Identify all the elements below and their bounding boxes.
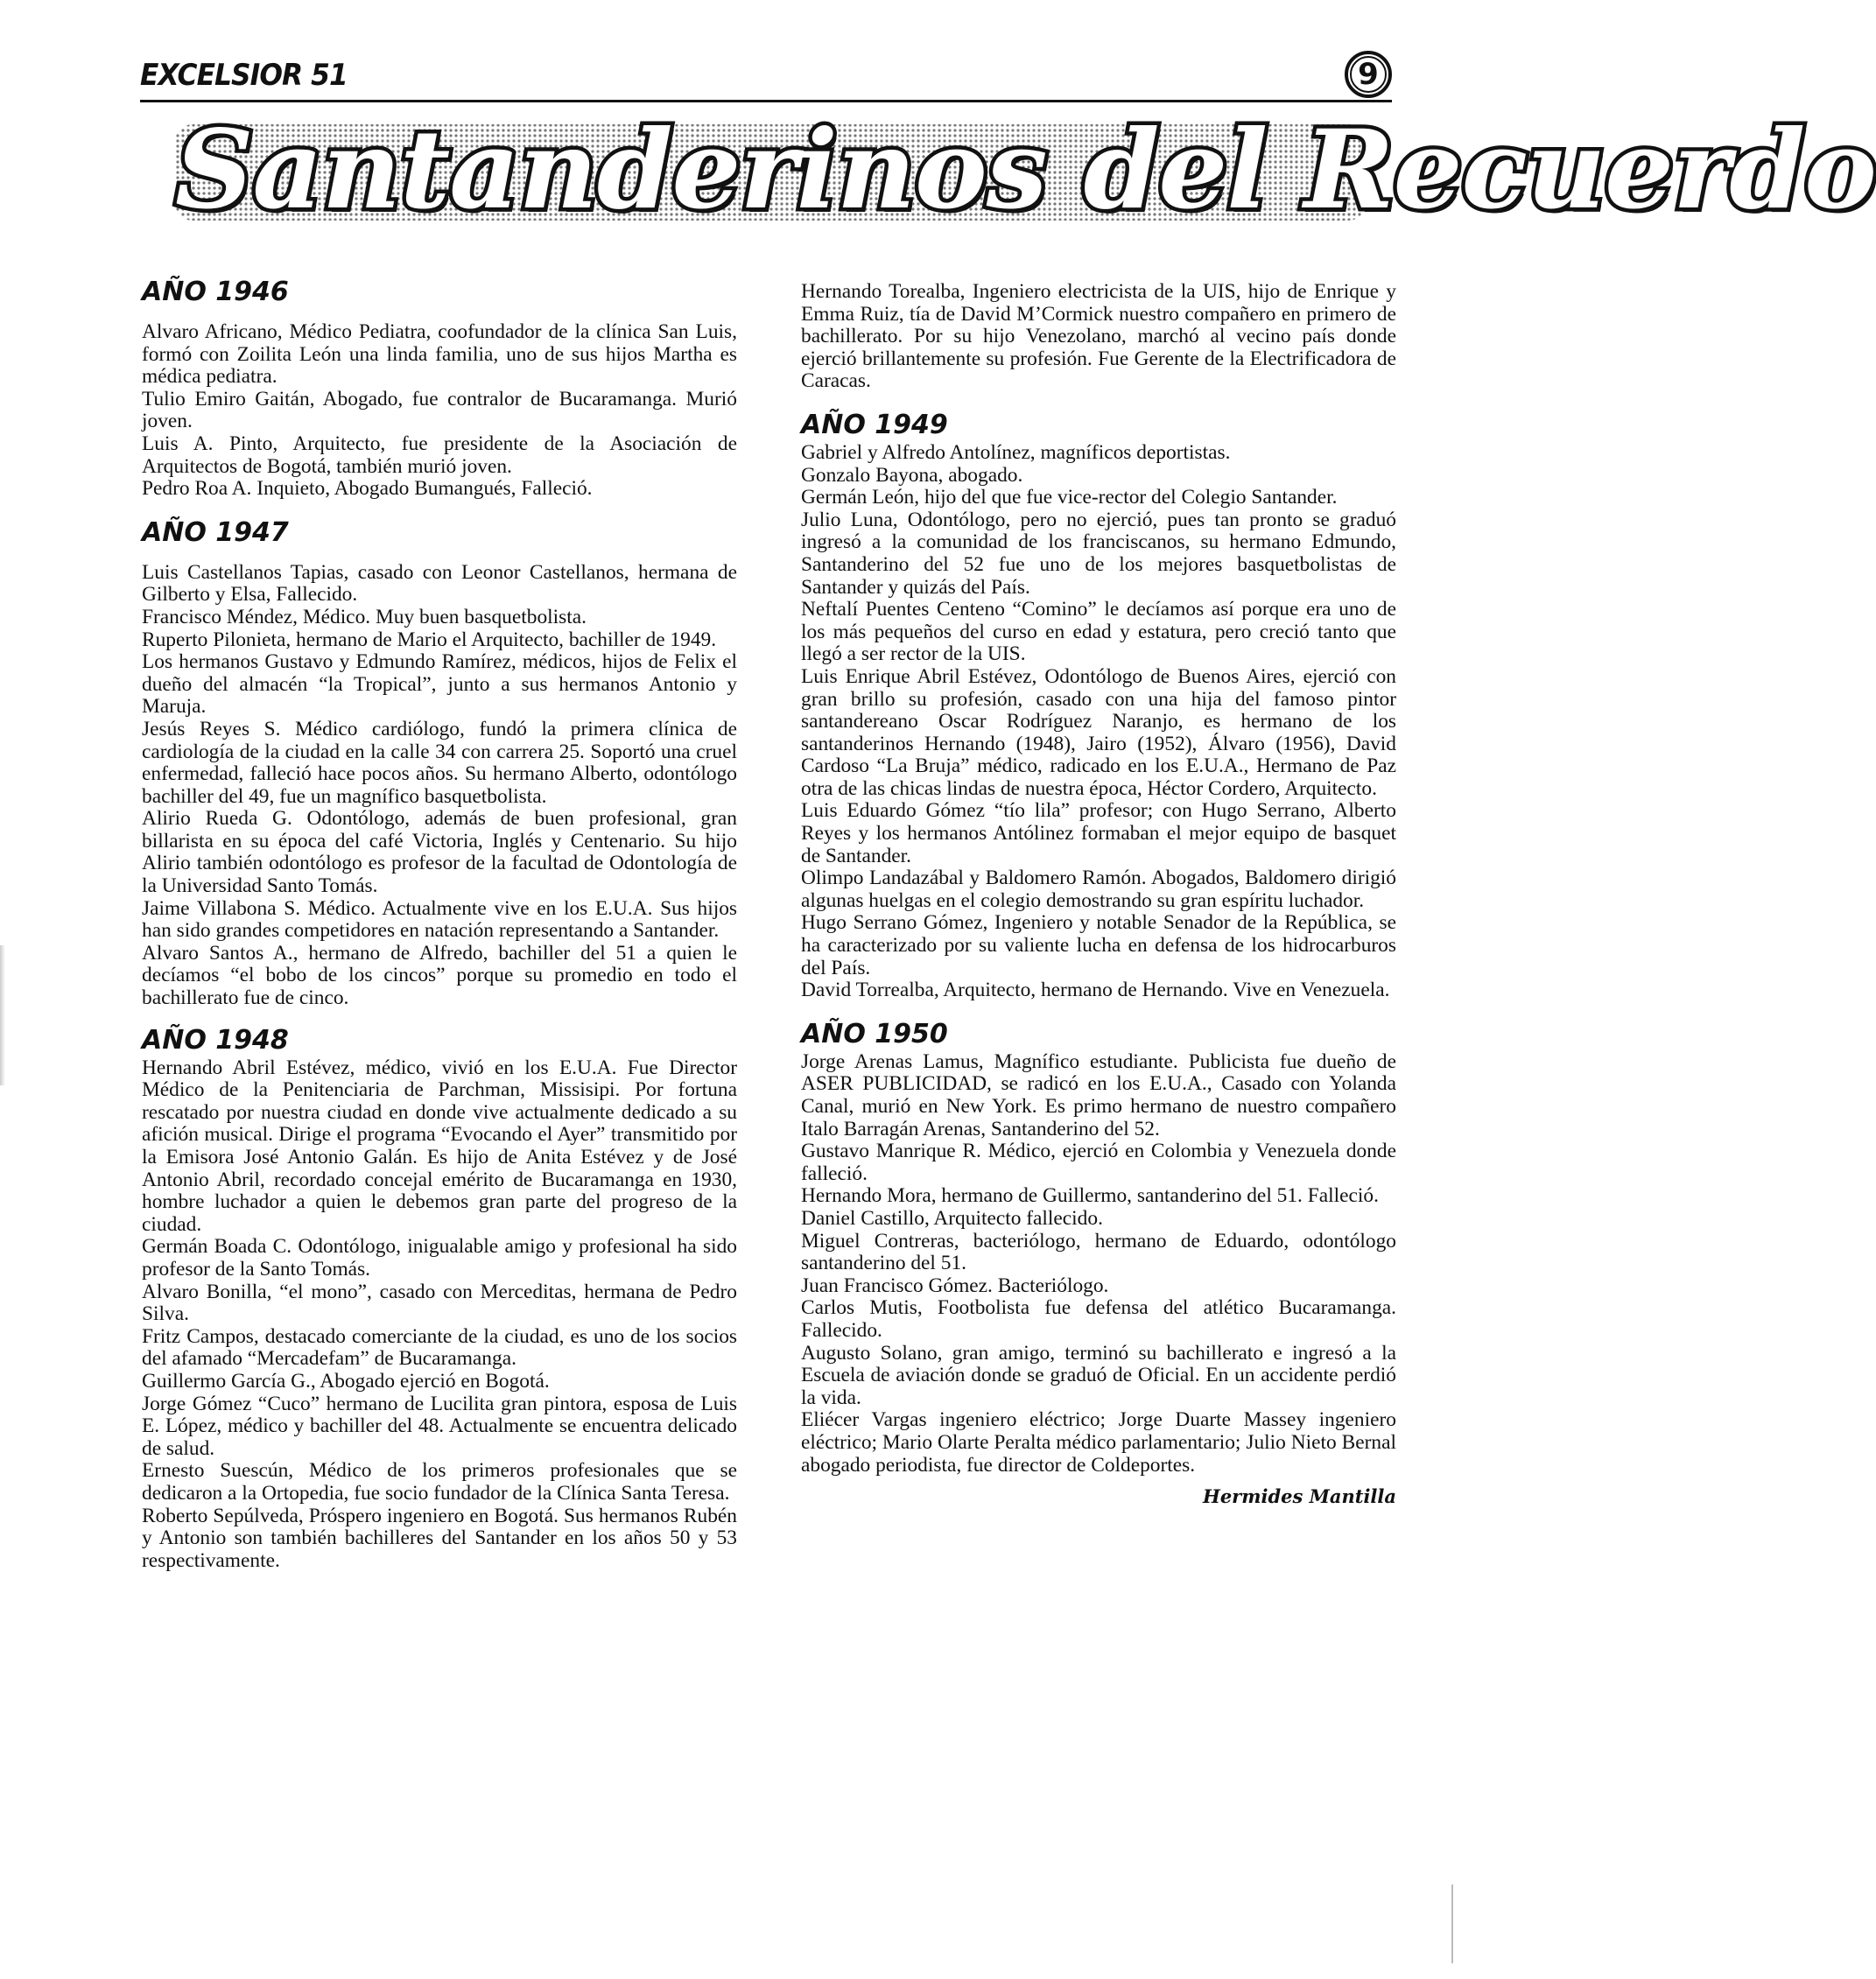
entry-paragraph: Ruperto Pilonieta, hermano de Mario el Arquitecto, bachiller de 1949. [142,628,717,651]
entry-paragraph: Olimpo Landazábal y Baldomero Ramón. Abogados, Baldomero dirigió algunas huelgas en el colegio demostrando su gran espíritu luchador. [801,867,1396,912]
entry-paragraph: Hernando Mora, hermano de Guillermo, santanderino del 51. Falleció. [801,1184,1379,1208]
section-year-heading: AÑO 1946 [142,277,289,307]
entry-paragraph: Luis Castellanos Tapias, casado con Leonor Castellanos, hermana de Gilberto y Elsa, Fallecido. [142,560,737,607]
entry-paragraph: Luis Eduardo Gómez “tío lila” profesor; con Hugo Serrano, Alberto Reyes y los hermanos Antólinez formaban el mejor equipo de basquet de Santander. [801,799,1396,867]
scan-corner-mark [1443,1884,1453,1963]
entry-paragraph: Jorge Arenas Lamus, Magnífico estudiante. Publicista fue dueño de ASER PUBLICIDAD, se radicó en los E.U.A., Casado con Yolanda Canal, murió en New York. Es primo hermano de nuestro compañero Italo Barragán Arenas, Santanderino del 52. [801,1049,1396,1140]
page-title: Santanderinos del Recuerdo [175,107,1876,234]
entry-paragraph: David Torrealba, Arquitecto, hermano de Hernando. Vive en Venezuela. [801,979,1390,1002]
entry-paragraph: Gabriel y Alfredo Antolínez, magníficos deportistas. [801,440,1231,464]
entry-paragraph: Juan Francisco Gómez. Bacteriólogo. [801,1274,1109,1297]
scan-edge-mark [0,945,5,1085]
entry-paragraph: Los hermanos Gustavo y Edmundo Ramírez, médicos, hijos de Felix el dueño del almacén “la Tropical”, junto a sus hermanos Antonio y Maruja. [142,650,737,719]
entry-paragraph: Daniel Castillo, Arquitecto fallecido. [801,1206,1103,1230]
entry-paragraph: Alvaro Africano, Médico Pediatra, coofundador de la clínica San Luis, formó con Zoilita León una linda familia, uno de sus hijos Martha es médica pediatra. [142,320,737,389]
entry-paragraph: Ernesto Suescún, Médico de los primeros profesionales que se dedicaron a la Ortopedia, fue socio fundador de la Clínica Santa Teresa. [142,1459,737,1505]
entry-paragraph: Guillermo García G., Abogado ejerció en Bogotá. [142,1369,550,1393]
entry-paragraph: Alvaro Bonilla, “el mono”, casado con Merceditas, hermana de Pedro Silva. [142,1280,737,1326]
entry-paragraph: Julio Luna, Odontólogo, pero no ejerció, pues tan pronto se graduó ingresó a la comunidad de los franciscanos, su hermano Edmundo, Santanderino del 52 fue uno de los mejores basquetbolistas de Santander y quizás del País. [801,508,1396,599]
entry-paragraph: Hernando Abril Estévez, médico, vivió en los E.U.A. Fue Director Médico de la Penitenciaria de Parchman, Missisipi. Por fortuna rescatado por nuestra ciudad en donde vive actualmente dedicado a su afición musical. Dirige el programa “Evocando el Ayer” transmitido por la Emisora José Antonio Galán. Es hijo de Anita Estévez y de José Antonio Abril, recordado concejal emérito de Bucaramanga en 1930, hombre luchador a quien le debemos gran parte del progreso de la ciudad. [142,1056,737,1236]
right-column [801,281,1396,1508]
entry-paragraph: Jesús Reyes S. Médico cardiólogo, fundó la primera clínica de cardiología de la ciudad en la calle 34 con carrera 25. Soportó una cruel enfermedad, falleció hace pocos años. Su hermano Alberto, odontólogo bachiller del 49, fue un magnífico basquetbolista. [142,717,737,808]
entry-paragraph: Carlos Mutis, Footbolista fue defensa del atlético Bucaramanga. Fallecido. [801,1296,1396,1342]
publication-name: EXCELSIOR 51 [140,58,348,93]
section-year-heading: AÑO 1948 [142,1024,289,1056]
section-year-heading: AÑO 1949 [801,409,948,440]
entry-paragraph: Gustavo Manrique R. Médico, ejerció en Colombia y Venezuela donde falleció. [801,1140,1396,1185]
entry-paragraph: Alirio Rueda G. Odontólogo, además de buen profesional, gran billarista en su época del café Victoria, Inglés y Centenario. Su hijo Alirio también odontólogo es profesor de la facultad de Odontología de la Universidad Santo Tomás. [142,807,737,898]
title-banner [175,98,1876,247]
entry-paragraph: Germán León, hijo del que fue vice-rector del Colegio Santander. [801,486,1338,509]
entry-paragraph: Hugo Serrano Gómez, Ingeniero y notable Senador de la República, se ha caracterizado por su valiente lucha en defensa de los hidrocarburos del País. [801,911,1396,979]
page-number: 9 [1350,56,1387,93]
entry-paragraph: Eliécer Vargas ingeniero eléctrico; Jorge Duarte Massey ingeniero eléctrico; Mario Olarte Peralta médico parlamentario; Julio Nieto Bernal abogado periodista, fue director de Coldeportes. [801,1408,1396,1477]
entry-paragraph: Neftalí Puentes Centeno “Comino” le decíamos así porque era uno de los más pequeños del curso en edad y estatura, pero creció tanto que llegó a ser rector de la UIS. [801,598,1396,666]
author-signature: Hermides Mantilla [1202,1485,1396,1508]
intro-paragraph: Hernando Torealba, Ingeniero electricista de la UIS, hijo de Enrique y Emma Ruiz, tía de David M’Cormick nuestro compañero en primero de bachillerato. Por su hijo Venezolano, marchó al vecino país donde ejerció brillantemente su profesión. Fue Gerente de la Electrificadora de Caracas. [801,280,1396,393]
entry-paragraph: Jorge Gómez “Cuco” hermano de Lucilita gran pintora, esposa de Luis E. López, médico y bachiller del 48. Actualmente se encuentra delicado de salud. [142,1392,737,1460]
entry-paragraph: Jaime Villabona S. Médico. Actualmente vive en los E.U.A. Sus hijos han sido grandes competidores en natación representando a Santander. [142,896,737,943]
entry-paragraph: Miguel Contreras, bacteriólogo, hermano de Eduardo, odontólogo santanderino del 51. [801,1229,1396,1275]
entry-paragraph: Luis Enrique Abril Estévez, Odontólogo de Buenos Aires, ejerció con gran brillo su profesión, casado con una hija del famoso pintor santandereano Oscar Rodríguez Naranjo, es hermano de los santanderinos Hernando (1948), Jairo (1952), Álvaro (1956), David Cardoso “La Bruja” médico, radicado en los E.U.A., Hermano de Paz otra de las chicas lindas de nuestra época, Héctor Cordero, Arquitecto. [801,664,1396,800]
entry-paragraph: Luis A. Pinto, Arquitecto, fue presidente de la Asociación de Arquitectos de Bogotá, también murió joven. [142,432,737,478]
entry-paragraph: Germán Boada C. Odontólogo, inigualable amigo y profesional ha sido profesor de la Santo Tomás. [142,1235,737,1281]
entry-paragraph: Francisco Méndez, Médico. Muy buen basquetbolista. [142,605,587,628]
entry-paragraph: Alvaro Santos A., hermano de Alfredo, bachiller del 51 a quien le decíamos “el bobo de los cincos” porque su promedio en todo el bachillerato fue de cinco. [142,941,737,1010]
entry-paragraph: Roberto Sepúlveda, Próspero ingeniero en Bogotá. Sus hermanos Rubén y Antonio son también bachilleres del Santander en los años 50 y 53 respectivamente. [142,1504,737,1572]
section-year-heading: AÑO 1950 [801,1018,948,1049]
entry-paragraph: Pedro Roa A. Inquieto, Abogado Bumangués, Falleció. [142,477,593,501]
entry-paragraph: Augusto Solano, gran amigo, terminó su bachillerato e ingresó a la Escuela de aviación donde se graduó de Oficial. En un accidente perdió la vida. [801,1341,1396,1409]
page-number-badge [1345,51,1392,98]
entry-paragraph: Fritz Campos, destacado comerciante de la ciudad, es uno de los socios del afamado “Mercadefam” de Bucaramanga. [142,1324,737,1371]
left-column [142,277,737,1572]
entry-paragraph: Gonzalo Bayona, abogado. [801,463,1023,487]
entry-paragraph: Tulio Emiro Gaitán, Abogado, fue contralor de Bucaramanga. Murió joven. [142,387,737,433]
section-year-heading: AÑO 1947 [142,516,289,548]
